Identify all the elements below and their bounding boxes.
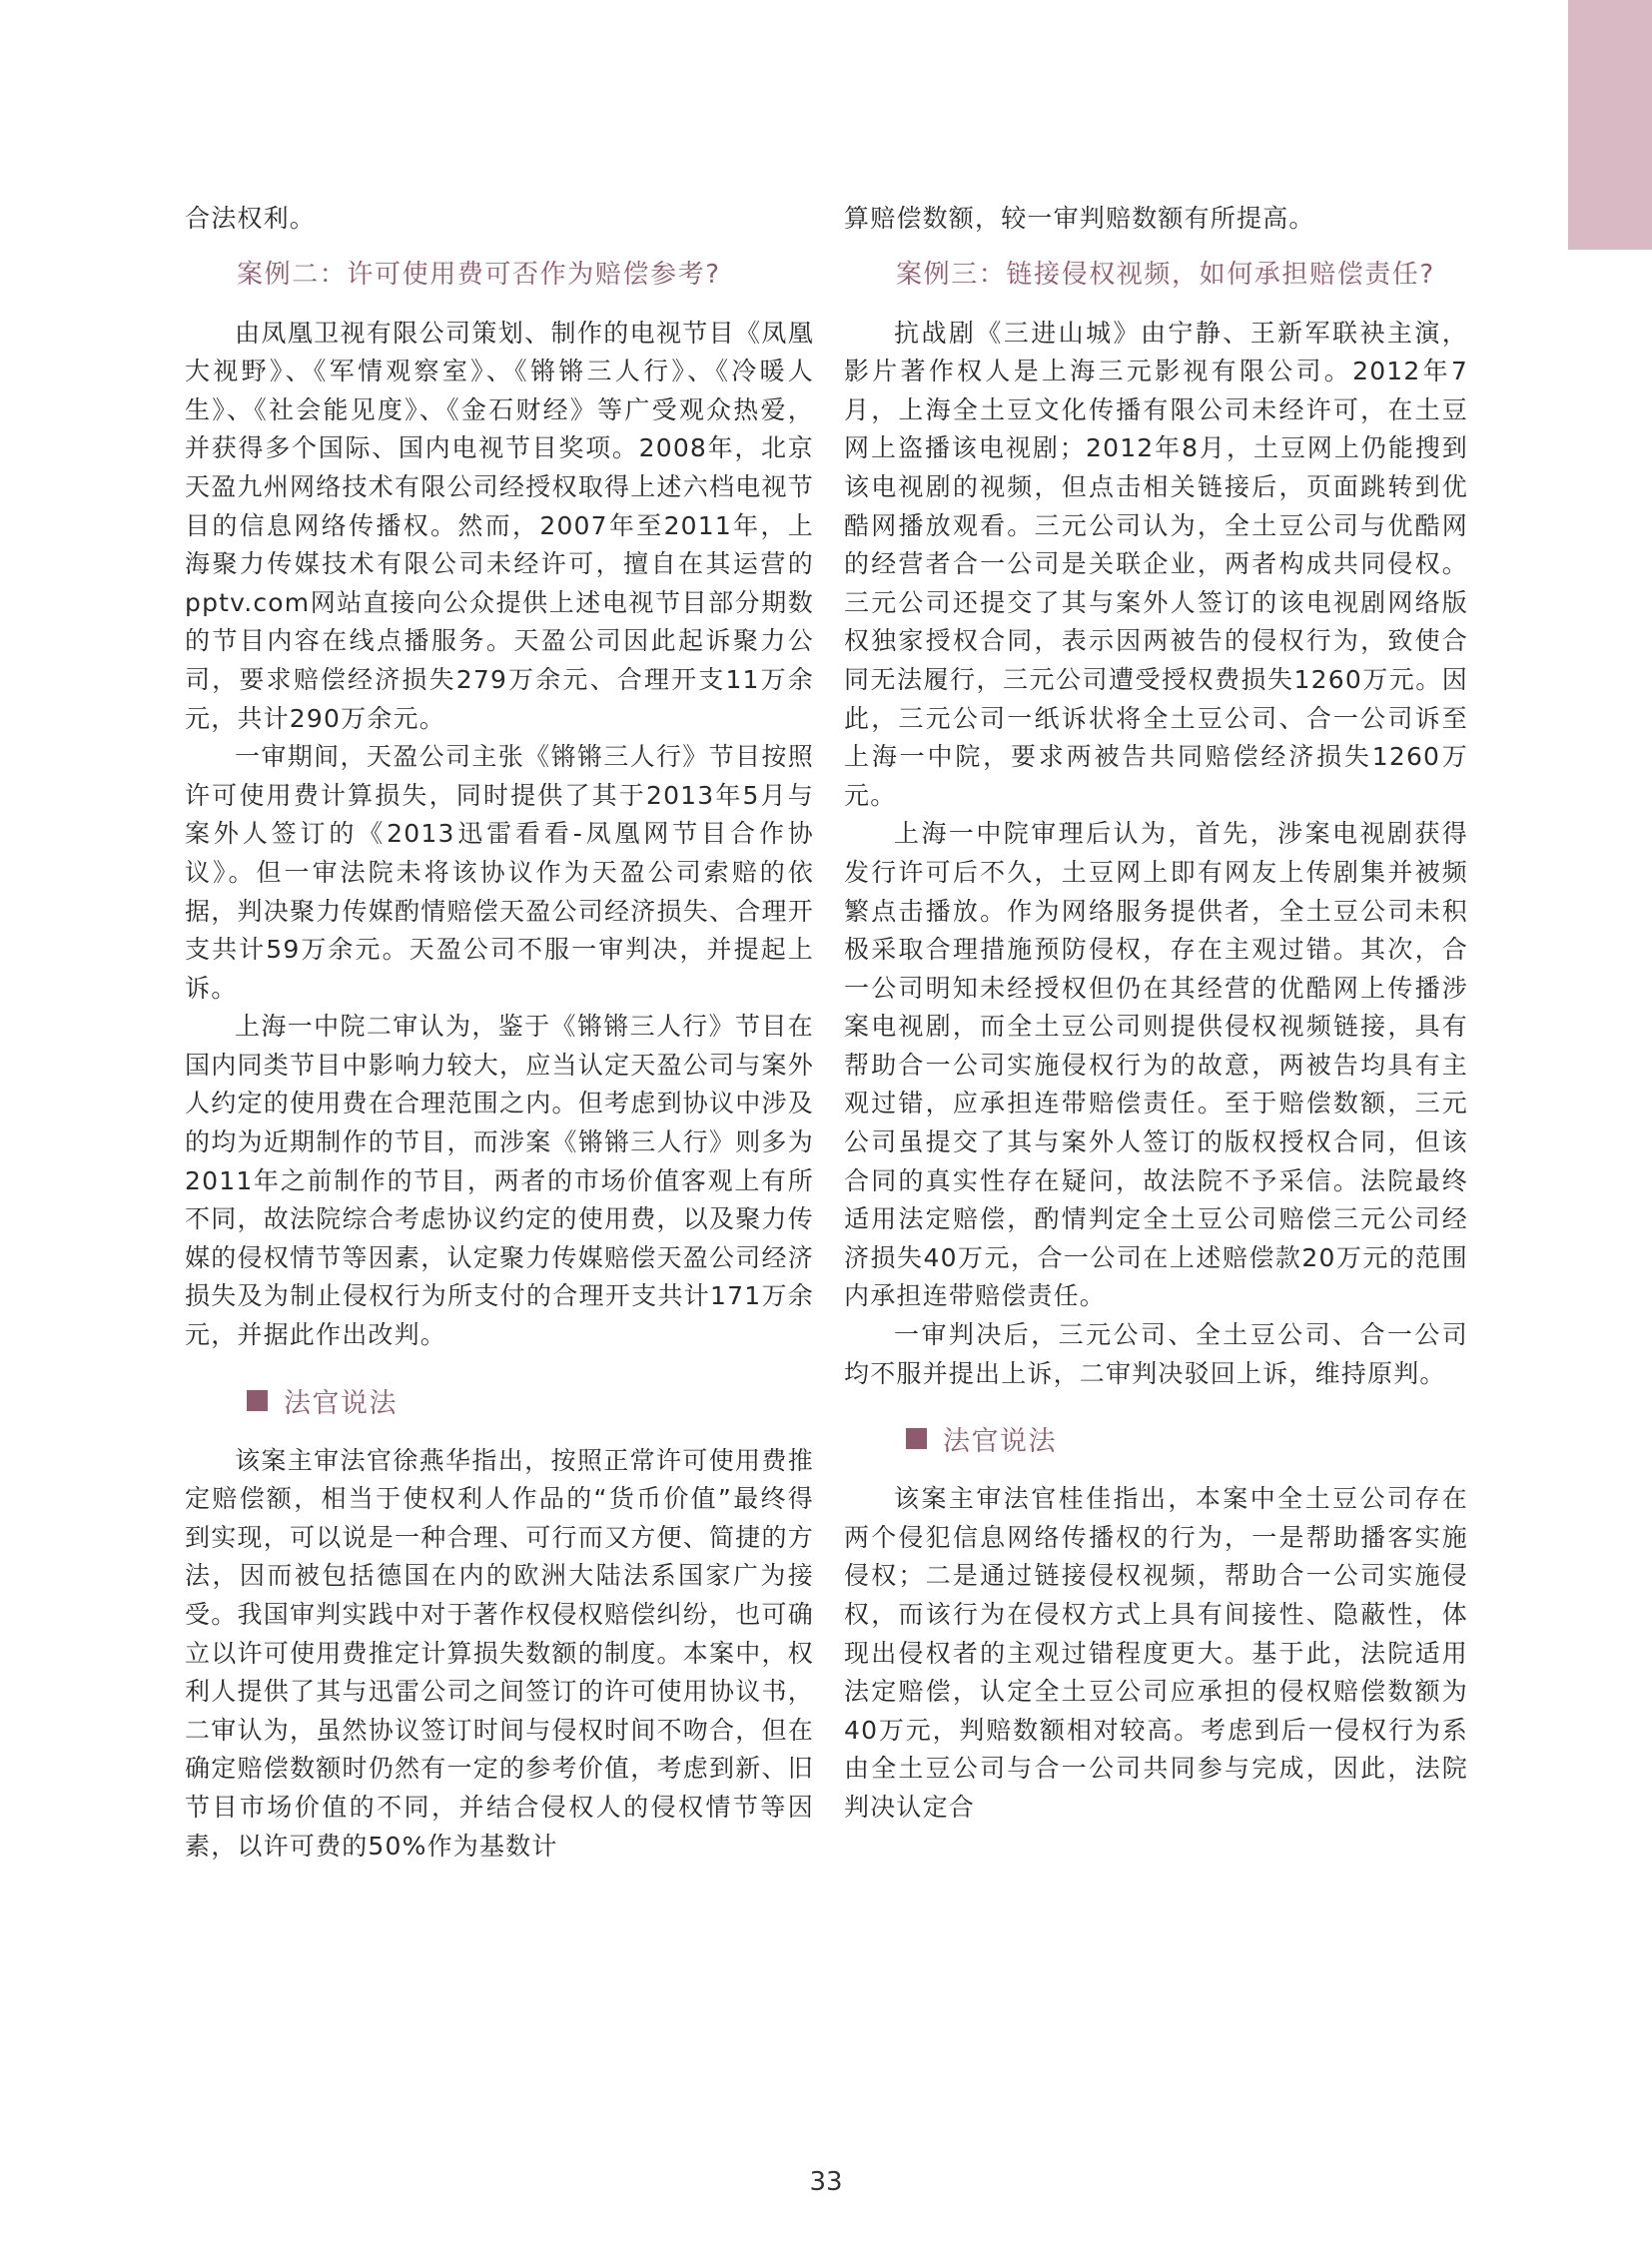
paragraph: 抗战剧《三进山城》由宁静、王新军联袂主演，影片著作权人是上海三元影视有限公司。2012年7月，上海全土豆文化传播有限公司未经许可，在土豆网上盗播该电视剧；2012年8月，土豆网上仍能搜到该电视剧的视频，但点击相关链接后，页面跳转到优酷网播放观看。三元公司认为，全土豆公司与优酷网的经营者合一公司是关联企业，两者构成共同侵权。三元公司还提交了其与案外人签订的该电视剧网络版权独家授权合同，表示因两被告的侵权行为，致使合同无法履行，三元公司遭受授权费损失1260万元。因此，三元公司一纸诉状将全土豆公司、合一公司诉至上海一中院，要求两被告共同赔偿经济损失1260万元。 — [844, 318, 1468, 810]
paragraph: 合法权利。 — [185, 204, 317, 233]
square-bullet-icon — [247, 1390, 268, 1411]
left-column — [185, 200, 814, 1866]
paragraph: 上海一中院审理后认为，首先，涉案电视剧获得发行许可后不久，土豆网上即有网友上传剧集并被频繁点击播放。作为网络服务提供者，全土豆公司未积极采取合理措施预防侵权，存在主观过错。其次，合一公司明知未经授权但仍在其经营的优酷网上传播涉案电视剧，而全土豆公司则提供侵权视频链接，具有帮助合一公司实施侵权行为的故意，两被告均具有主观过错，应承担连带赔偿责任。至于赔偿数额，三元公司虽提交了其与案外人签订的版权授权合同，但该合同的真实性存在疑问，故法院不予采信。法院最终适用法定赔偿，酌情判定全土豆公司赔偿三元公司经济损失40万元，合一公司在上述赔偿款20万元的范围内承担连带赔偿责任。 — [844, 819, 1468, 1311]
page-edge-tab — [1568, 0, 1652, 250]
case-three-title: 案例三：链接侵权视频，如何承担赔偿责任? — [896, 259, 1435, 290]
section-heading-label: 法官说法 — [284, 1387, 398, 1419]
paragraph: 由凤凰卫视有限公司策划、制作的电视节目《凤凰大视野》、《军情观察室》、《锵锵三人行》、《冷暖人生》、《社会能见度》、《金石财经》等广受观众热爱，并获得多个国际、国内电视节目奖项。2008年，北京天盈九州网络技术有限公司经授权取得上述六档电视节目的信息网络传播权。然而，2007年至2011年，上海聚力传媒技术有限公司未经许可，擅自在其运营的pptv.com网站直接向公众提供上述电视节目部分期数的节目内容在线点播服务。天盈公司因此起诉聚力公司，要求赔偿经济损失279万余元、合理开支11万余元，共计290万余元。 — [185, 318, 814, 733]
paragraph: 上海一中院二审认为，鉴于《锵锵三人行》节目在国内同类节目中影响力较大，应当认定天盈公司与案外人约定的使用费在合理范围之内。但考虑到协议中涉及的均为近期制作的节目，而涉案《锵锵三人行》则多为2011年之前制作的节目，两者的市场价值客观上有所不同，故法院综合考虑协议约定的使用费，以及聚力传媒的侵权情节等因素，认定聚力传媒赔偿天盈公司经济损失及为制止侵权行为所支付的合理开支共计171万余元，并据此作出改判。 — [185, 1012, 814, 1350]
paragraph: 该案主审法官桂佳指出，本案中全土豆公司存在两个侵犯信息网络传播权的行为，一是帮助播客实施侵权；二是通过链接侵权视频，帮助合一公司实施侵权，而该行为在侵权方式上具有间接性、隐蔽性，体现出侵权者的主观过错程度更大。基于此，法院适用法定赔偿，认定全土豆公司应承担的侵权赔偿数额为40万元，判赔数额相对较高。考虑到后一侵权行为系由全土豆公司与合一公司共同参与完成，因此，法院判决认定合 — [844, 1484, 1468, 1822]
case-two-title: 案例二：许可使用费可否作为赔偿参考? — [237, 259, 721, 290]
page-number: 33 — [809, 2167, 843, 2197]
right-column — [844, 200, 1468, 1828]
paragraph: 一审期间，天盈公司主张《锵锵三人行》节目按照许可使用费计算损失，同时提供了其于2013年5月与案外人签订的《2013迅雷看看-凤凰网节目合作协议》。但一审法院未将该协议作为天盈公司索赔的依据，判决聚力传媒酌情赔偿天盈公司经济损失、合理开支共计59万余元。天盈公司不服一审判决，并提起上诉。 — [185, 742, 814, 1003]
paragraph: 一审判决后，三元公司、全土豆公司、合一公司均不服并提出上诉，二审判决驳回上诉，维持原判。 — [844, 1320, 1468, 1388]
section-heading-label: 法官说法 — [943, 1426, 1057, 1458]
square-bullet-icon — [906, 1428, 927, 1449]
paragraph: 该案主审法官徐燕华指出，按照正常许可使用费推定赔偿额，相当于使权利人作品的“货币价值”最终得到实现，可以说是一种合理、可行而又方便、简捷的方法，因而被包括德国在内的欧洲大陆法系国家广为接受。我国审判实践中对于著作权侵权赔偿纠纷，也可确立以许可使用费推定计算损失数额的制度。本案中，权利人提供了其与迅雷公司之间签订的许可使用协议书，二审认为，虽然协议签订时间与侵权时间不吻合，但在确定赔偿数额时仍然有一定的参考价值，考虑到新、旧节目市场价值的不同，并结合侵权人的侵权情节等因素，以许可费的50%作为基数计 — [185, 1445, 814, 1861]
section-heading-judge-view — [906, 1419, 1468, 1458]
section-heading-judge-view — [247, 1381, 814, 1420]
paragraph: 算赔偿数额，较一审判赔数额有所提高。 — [844, 204, 1315, 233]
